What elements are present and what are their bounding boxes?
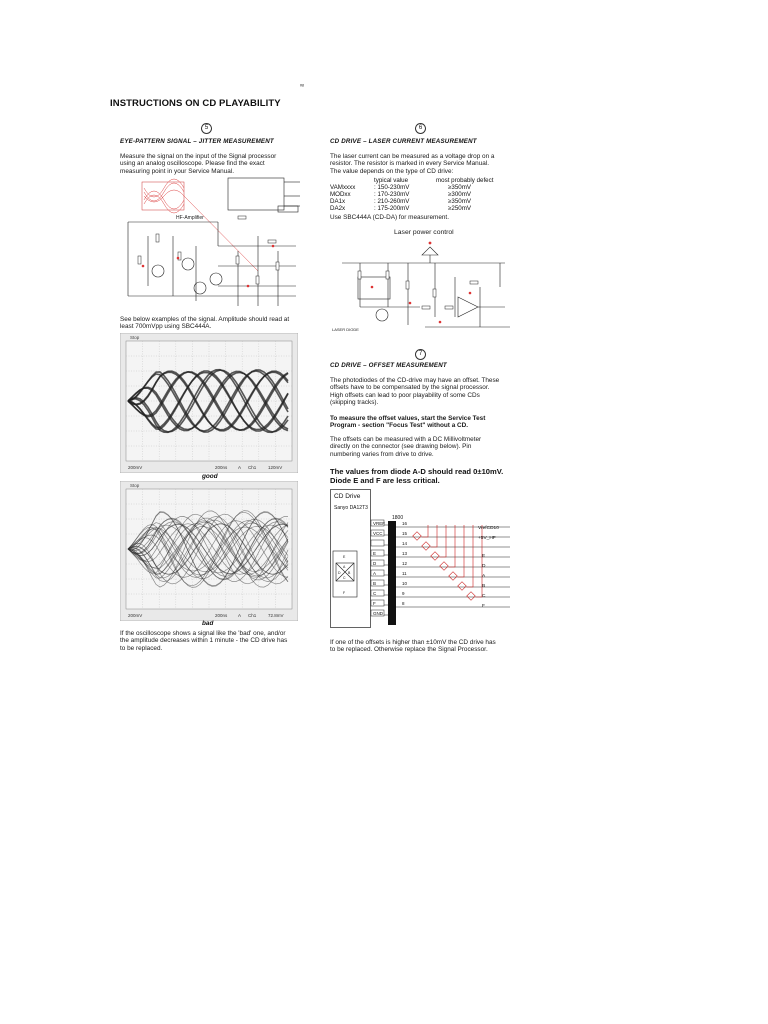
section-7-heading: CD DRIVE – OFFSET MEASUREMENT (330, 362, 447, 369)
connector-signal-label: VrefCD10 (478, 526, 499, 531)
laser-power-title: Laser power control (394, 229, 454, 236)
pin-name: A (373, 571, 377, 576)
pin-number: 9 (402, 591, 405, 596)
connector-signal-label: D (482, 564, 486, 569)
scope-2-channel: Ch1 (248, 613, 257, 618)
use-sbc-line: Use SBC444A (CD-DA) for measurement. (330, 214, 449, 221)
scope-2-time: 200ns (215, 613, 228, 618)
cd-drive-model: Sanyo DA12T3 (334, 505, 368, 511)
svg-text:C: C (343, 576, 346, 580)
pin-number: 16 (402, 521, 408, 526)
section-5-number: 5 (201, 123, 212, 134)
svg-text:E: E (343, 555, 346, 559)
section-7-paragraph-1: The photodiodes of the CD-drive may have an offset. These offsets have to be compensated by the signal processor. High offsets can lead to poor playability of some CDs (skipping tracks). (330, 377, 500, 407)
section-6-heading: CD DRIVE – LASER CURRENT MEASUREMENT (330, 138, 477, 145)
section-6-intro: The laser current can be measured as a voltage drop on a resistor. The resistor is marked in every Service Manual. The value depends on the type of CD drive: (330, 153, 495, 175)
svg-text:A: A (343, 565, 346, 569)
cd-drive-connector-diagram (330, 489, 515, 629)
section-7-paragraph-2: To measure the offset values, start the Service Test Program - section "Focus Test" without a CD. (330, 415, 486, 430)
pin-number: 12 (402, 561, 408, 566)
section-7-number: 7 (415, 349, 426, 360)
laser-power-schematic (330, 237, 520, 339)
scope-1-volts: 200mV (128, 465, 143, 470)
pin-name: E (373, 551, 377, 556)
scope-1-time: 200ns (215, 465, 228, 470)
section-7-paragraph-3: The offsets can be measured with a DC Millivoltmeter directly on the connector (see drawing below). Pin numbering varies from drive to drive. (330, 436, 482, 458)
pin-number: 13 (402, 551, 408, 556)
pin-name: GND (373, 611, 383, 616)
page-title: INSTRUCTIONS ON CD PLAYABILITY (110, 98, 281, 109)
connector-signal-label: C (482, 594, 486, 599)
cd-drive-title: CD Drive (334, 493, 361, 500)
pin-name: D (373, 561, 377, 566)
scope-2-volts: 200mV (128, 613, 143, 618)
good-caption: good (202, 473, 218, 480)
pin-name: VREF (373, 521, 386, 526)
oscilloscope-good (120, 333, 298, 473)
scope-2-status: Stop (130, 483, 140, 488)
pin-name: F (373, 601, 376, 606)
section-5-heading: EYE-PATTERN SIGNAL – JITTER MEASUREMENT (120, 138, 274, 145)
laser-diode-label: LASER DIODE (332, 327, 359, 332)
oscilloscope-bad (120, 481, 298, 621)
scope-2-trigger: A (238, 613, 242, 618)
pin-number: 14 (402, 541, 408, 546)
pin-name: C (373, 591, 377, 596)
pin-name: VCC (373, 531, 383, 536)
pin-number: 10 (402, 581, 408, 586)
pin-number: 11 (402, 571, 407, 576)
scope-2-level: 72.8mV (268, 613, 284, 618)
section-5-below-text: See below examples of the signal. Amplitude should read at least 700mVpp using SBC444A. (120, 316, 290, 331)
connector-signal-label: +5V_HF (478, 536, 496, 541)
section-7-footer: If one of the offsets is higher than ±10mV the CD drive has to be replaced. Otherwise replace the Signal Processor. (330, 639, 496, 654)
connector-label: 1800 (392, 515, 404, 521)
hf-amplifier-schematic (118, 176, 308, 316)
connector-signal-label: E (482, 554, 486, 559)
pin-number: 8 (402, 601, 405, 606)
section-5-footer: If the oscilloscope shows a signal like the 'bad' one, and/or the amplitude decreases within 1 minute - the CD drive has to be replaced. (120, 630, 288, 652)
laser-current-table: typical value most probably defect VAMxxxx : 150-230mV ≥350mV MODxx : 170-230mV ≥300mV DA1x : 210-260mV ≥350mV DA2x : 175-200mV ≥250mV (330, 177, 494, 212)
svg-text:B: B (348, 571, 351, 575)
pin-name: B (373, 581, 377, 586)
scope-1-channel: Ch1 (248, 465, 257, 470)
connector-signal-label: B (482, 584, 486, 589)
svg-text:F: F (343, 591, 346, 595)
scope-1-trigger: A (238, 465, 242, 470)
bad-caption: bad (202, 620, 214, 627)
hf-amplifier-label: HF-Amplifier (176, 215, 204, 221)
svg-text:D: D (338, 571, 341, 575)
connector-signal-label: A (482, 574, 486, 579)
page-marker: ᵛᵒ (300, 84, 305, 90)
connector-signal-label: F (482, 604, 485, 609)
section-7-bold-note: The values from diode A-D should read 0±10mV. Diode E and F are less critical. (330, 467, 504, 485)
scope-1-status: Stop (130, 335, 140, 340)
pin-number: 15 (402, 531, 408, 536)
section-5-intro: Measure the signal on the input of the Signal processor using an analog oscilloscope. Please find the exact measuring point in your Service Manual. (120, 153, 277, 175)
section-6-number: 6 (415, 123, 426, 134)
scope-1-level: 120mV (268, 465, 283, 470)
